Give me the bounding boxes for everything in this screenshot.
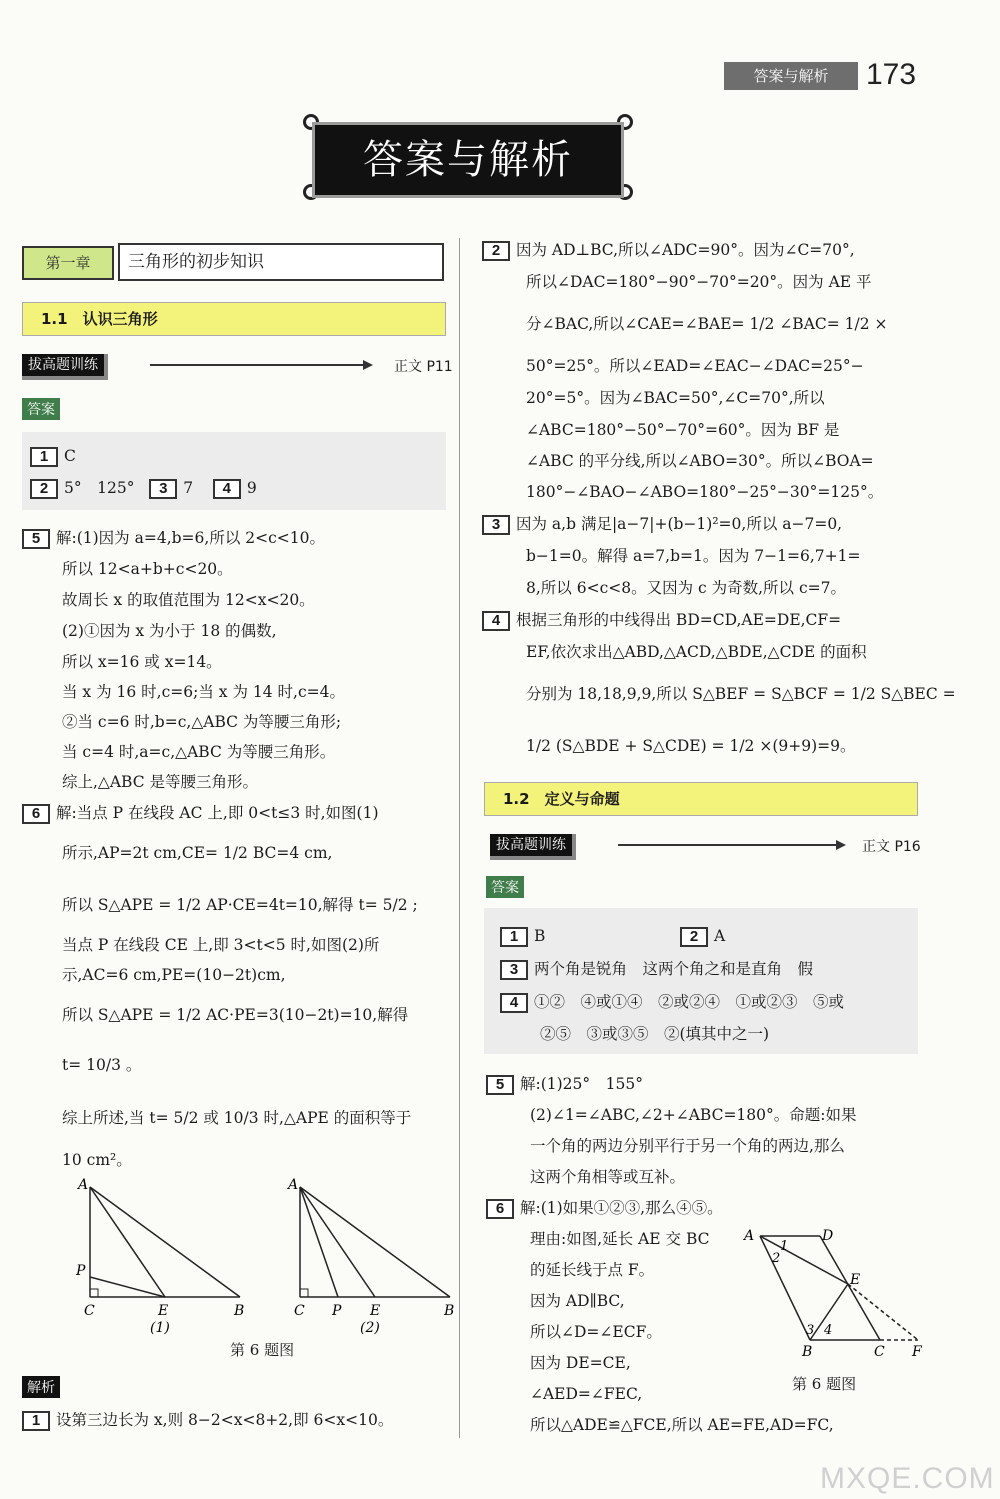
point-label: C: [84, 1303, 95, 1319]
angle-label: 3: [806, 1323, 815, 1338]
solution-line: 因为 AD∥BC,: [530, 1292, 625, 1310]
point-label: C: [294, 1303, 305, 1319]
solution-line: 一个角的两边分别平行于另一个角的两边,那么: [530, 1137, 845, 1155]
solution-line: 所以 S△APE = 1/2 AC·PE=3(10−2t)=10,解得: [62, 1006, 409, 1024]
section-1-2-heading: [484, 782, 918, 816]
solution-line: 10 cm²。: [62, 1151, 132, 1169]
answer-tag: 答案: [22, 398, 60, 420]
point-label: B: [802, 1344, 813, 1360]
point-label: B: [234, 1303, 245, 1319]
solution-line: 1/2 (S△BDE + S△CDE) = 1/2 ×(9+9)=9。: [526, 737, 856, 755]
question-number: 2: [680, 927, 708, 947]
solution-line: [482, 240, 855, 261]
solution-text: 解:(1)因为 a=4,b=6,所以 2<c<10。: [56, 529, 325, 547]
question-number: 6: [22, 804, 50, 824]
solution-text: 因为 a,b 满足|a−7|+(b−1)²=0,所以 a−7=0,: [516, 515, 843, 533]
question-number: 6: [486, 1199, 514, 1219]
solution-line: 的延长线于点 F。: [530, 1261, 655, 1279]
question-number: 3: [500, 960, 528, 980]
solution-line: 示,AC=6 cm,PE=(10−2t)cm,: [62, 966, 286, 984]
solution-line: t= 10/3 。: [62, 1056, 142, 1074]
point-label: B: [444, 1303, 455, 1319]
solution-line: 所以△ADE≌△FCE,所以 AE=FE,AD=FC,: [530, 1416, 834, 1434]
solution-line: 当 x 为 16 时,c=6;当 x 为 14 时,c=4。: [62, 683, 345, 701]
solution-line: b−1=0。解得 a=7,b=1。因为 7−1=6,7+1=: [526, 547, 861, 565]
solution-line: 综上,△ABC 是等腰三角形。: [62, 773, 259, 791]
answer-item: ②⑤ ③或③⑤ ②(填其中之一): [540, 1025, 770, 1043]
solution-line: 所以∠DAC=180°−90°−70°=20°。因为 AE 平: [526, 273, 872, 291]
answer-tag: 答案: [486, 876, 524, 898]
question-number: 1: [30, 447, 58, 467]
solution-line: 20°=5°。因为∠BAC=50°,∠C=70°,所以: [526, 389, 825, 407]
solution-text: 设第三边长为 x,则 8−2<x<8+2,即 6<x<10。: [56, 1411, 394, 1429]
question-number: 5: [22, 529, 50, 549]
angle-label: 1: [780, 1239, 789, 1254]
solution-line: [482, 514, 842, 535]
point-label: D: [822, 1228, 834, 1244]
figure-q6: [70, 1175, 460, 1335]
angle-label: 2: [772, 1251, 781, 1266]
question-number: 1: [22, 1411, 50, 1431]
analysis-tag: 解析: [22, 1376, 60, 1398]
figure-sublabel: (1): [150, 1320, 170, 1335]
solution-line: ∠ABC=180°−50°−70°=60°。因为 BF 是: [526, 421, 840, 439]
figure-sublabel: (2): [360, 1320, 380, 1335]
section-label: 1.2 定义与命题: [503, 790, 620, 808]
solution-line: 所以 x=16 或 x=14。: [62, 653, 222, 671]
question-number: 3: [482, 515, 510, 535]
question-number: 4: [482, 611, 510, 631]
solution-text: 根据三角形的中线得出 BD=CD,AE=DE,CF=: [516, 611, 842, 629]
question-number: 4: [213, 479, 241, 499]
figure-caption: 第 6 题图: [792, 1375, 857, 1393]
solution-line: EF,依次求出△ABD,△ACD,△BDE,△CDE 的面积: [526, 643, 867, 661]
figure-2: [286, 1177, 454, 1335]
solution-line: (2)∠1=∠ABC,∠2+∠ABC=180°。命题:如果: [530, 1106, 857, 1124]
point-label: A: [288, 1177, 299, 1193]
answer-text: A: [714, 927, 726, 945]
question-number: 2: [482, 241, 510, 261]
point-label: A: [744, 1228, 755, 1244]
page-number: 173: [866, 58, 917, 91]
solution-line: 所以 12<a+b+c<20。: [62, 560, 233, 578]
solution-text: 解:(1)如果①②③,那么④⑤。: [520, 1199, 723, 1217]
solution-line: [486, 1074, 643, 1095]
solution-line: 50°=25°。所以∠EAD=∠EAC−∠DAC=25°−: [526, 357, 864, 375]
answer-text: 两个角是锐角 这两个角之和是直角 假: [534, 960, 814, 978]
chapter-title: 三角形的初步知识: [118, 243, 444, 281]
point-label: F: [912, 1344, 922, 1360]
solution-line: 所示,AP=2t cm,CE= 1/2 BC=4 cm,: [62, 844, 333, 862]
answer-item: [30, 446, 76, 467]
answer-text: B: [534, 927, 546, 945]
drill-label: 拔高题训练: [490, 834, 576, 860]
figure-1: [75, 1177, 244, 1335]
point-label: A: [78, 1177, 89, 1193]
answer-item: [500, 926, 545, 947]
solution-text: 解:当点 P 在线段 AC 上,即 0<t≤3 时,如图(1): [56, 804, 379, 822]
arrow-icon: [150, 364, 365, 366]
point-label: E: [158, 1303, 169, 1319]
answer-text: C: [64, 447, 76, 465]
solution-line: [482, 610, 841, 631]
answer-text: 9: [246, 479, 257, 497]
question-number: 5: [486, 1075, 514, 1095]
solution-line: ∠ABC 的平分线,所以∠ABO=30°。所以∠BOA=: [526, 452, 874, 470]
figure-caption: 第 6 题图: [230, 1341, 295, 1359]
arrow-icon: [618, 844, 838, 846]
solution-line: ∠AED=∠FEC,: [530, 1385, 643, 1403]
solution-line: 8,所以 6<c<8。又因为 c 为奇数,所以 c=7。: [526, 579, 847, 597]
solution-text: 因为 AD⊥BC,所以∠ADC=90°。因为∠C=70°,: [516, 241, 855, 259]
solution-text: 解:(1)25° 155°: [520, 1075, 643, 1093]
answer-item: [30, 478, 257, 499]
solution-line: 所以∠D=∠ECF。: [530, 1323, 662, 1341]
angle-label: 4: [824, 1323, 833, 1338]
solution-line: 分∠BAC,所以∠CAE=∠BAE= 1/2 ∠BAC= 1/2 ×: [526, 315, 888, 333]
point-label: E: [850, 1272, 861, 1288]
drill-label: 拔高题训练: [22, 354, 108, 380]
solution-line: 因为 DE=CE,: [530, 1354, 631, 1372]
solution-line: (2)①因为 x 为小于 18 的偶数,: [62, 622, 277, 640]
answer-item: [500, 992, 844, 1013]
solution-line: 这两个角相等或互补。: [530, 1168, 686, 1186]
point-label: C: [874, 1344, 885, 1360]
solution-line: 当 c=4 时,a=c,△ABC 为等腰三角形。: [62, 743, 336, 761]
solution-line: 故周长 x 的取值范围为 12<x<20。: [62, 591, 315, 609]
section-label: 1.1 认识三角形: [41, 310, 158, 328]
answer-item: [500, 959, 813, 980]
solution-line: [22, 528, 325, 549]
figure-r6: [740, 1222, 930, 1362]
header-tag: 答案与解析: [724, 62, 858, 90]
solution-line: [486, 1198, 723, 1219]
answer-text: ①② ④或①④ ②或②④ ①或②③ ⑤或: [534, 993, 845, 1011]
question-number: 4: [500, 993, 528, 1013]
solution-line: [22, 1410, 393, 1431]
question-number: 3: [149, 479, 177, 499]
solution-line: 当点 P 在线段 CE 上,即 3<t<5 时,如图(2)所: [62, 936, 380, 954]
page-title: 答案与解析: [312, 122, 624, 198]
point-label: P: [76, 1263, 86, 1279]
question-number: 2: [30, 479, 58, 499]
point-label: P: [332, 1303, 342, 1319]
answer-text: 5° 125°: [64, 479, 135, 497]
solution-line: 所以 S△APE = 1/2 AP·CE=4t=10,解得 t= 5/2 ;: [62, 896, 418, 914]
chapter-tag: 第一章: [22, 246, 114, 280]
solution-line: 理由:如图,延长 AE 交 BC: [530, 1230, 710, 1248]
point-label: E: [370, 1303, 381, 1319]
solution-line: ②当 c=6 时,b=c,△ABC 为等腰三角形;: [62, 713, 342, 731]
watermark: MXQE.COM: [820, 1462, 995, 1495]
page-reference: 正文 P16: [862, 839, 921, 855]
page-reference: 正文 P11: [394, 359, 453, 375]
answer-text: 7: [183, 479, 194, 497]
answer-item: [680, 926, 725, 947]
solution-line: 综上所述,当 t= 5/2 或 10/3 时,△APE 的面积等于: [62, 1109, 412, 1127]
solution-line: 分别为 18,18,9,9,所以 S△BEF = S△BCF = 1/2 S△BEC =: [526, 685, 956, 703]
solution-line: [22, 803, 379, 824]
question-number: 1: [500, 927, 528, 947]
section-1-1-heading: [22, 302, 446, 336]
solution-line: 180°−∠BAO−∠ABO=180°−25°−30°=125°。: [526, 483, 884, 501]
